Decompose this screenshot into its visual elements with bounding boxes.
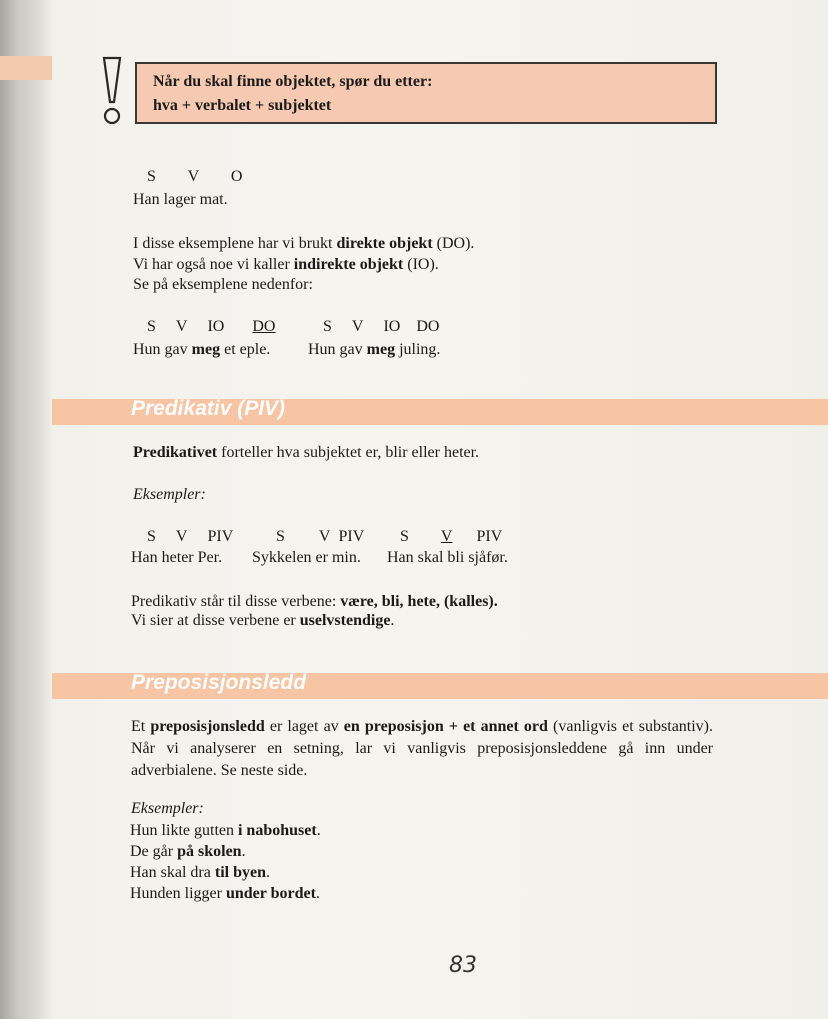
io-do-sentence-b: Hun gav meg juling.: [308, 341, 441, 358]
section-title-predikativ: Predikativ (PIV): [131, 397, 286, 420]
io-do-labels-b: S V IO DO: [323, 318, 440, 335]
piv-labels-b: S V PIV: [276, 528, 365, 545]
book-spine-shadow: [0, 0, 52, 1019]
page-number: 83: [449, 953, 477, 978]
callout-box: [135, 62, 717, 124]
label-o: O: [230, 168, 243, 185]
predikativ-intro: Predikativet forteller hva subjektet er, blir eller heter.: [133, 444, 480, 461]
section-title-preposisjonsledd: Preposisjonsledd: [131, 671, 307, 694]
prep-example-3: Han skal dra til byen.: [130, 864, 270, 881]
piv-sentence-3: Han skal bli sjåfør.: [387, 549, 508, 566]
piv-sentence-1: Han heter Per.: [131, 549, 223, 566]
term-direkte-objekt: direkte objekt: [336, 235, 433, 252]
exclamation-icon: [98, 54, 128, 128]
predikativ-verbs: Predikativ står til disse verbene: være, bli, hete, (kalles).: [131, 593, 498, 610]
examples-label: Eksempler:: [133, 486, 206, 503]
piv-labels-a: S V PIV: [147, 528, 234, 545]
prep-example-1: Hun likte gutten i nabohuset.: [130, 822, 321, 839]
label-s: S: [147, 168, 156, 185]
piv-labels-c: S V PIV: [400, 528, 503, 545]
callout-line-2: hva + verbalet + subjektet: [153, 97, 332, 114]
do-explanation: I disse eksemplene har vi brukt direkte objekt (DO).: [133, 235, 475, 252]
io-do-labels-a: S V IO DO: [147, 318, 276, 335]
predikativ-uselvstendige: Vi sier at disse verbene er uselvstendige.: [131, 612, 395, 629]
prep-example-4: Hunden ligger under bordet.: [130, 885, 320, 902]
label-v: V: [187, 168, 199, 185]
prep-examples-label: Eksempler:: [131, 800, 204, 817]
margin-color-tab: [0, 56, 52, 80]
svo-labels: [147, 168, 242, 186]
example-sentence: Han lager mat.: [133, 191, 228, 208]
piv-sentence-2: Sykkelen er min.: [252, 549, 361, 566]
callout-line-1: Når du skal finne objektet, spør du etter:: [153, 73, 433, 90]
term-indirekte-objekt: indirekte objekt: [293, 256, 404, 273]
see-examples: Se på eksemplene nedenfor:: [133, 276, 313, 293]
io-do-sentence-a: Hun gav meg et eple.: [133, 341, 271, 358]
prep-example-2: De går på skolen.: [130, 843, 246, 860]
preposisjonsledd-intro: Et preposisjonsledd er laget av en preposisjon + et annet ord (vanligvis et substantiv). Når vi analyserer en setning, lar vi vanligvis preposisjonsleddene gå inn under adverbialene. Se neste side.: [131, 718, 714, 779]
io-explanation: Vi har også noe vi kaller indirekte objekt (IO).: [133, 256, 439, 273]
